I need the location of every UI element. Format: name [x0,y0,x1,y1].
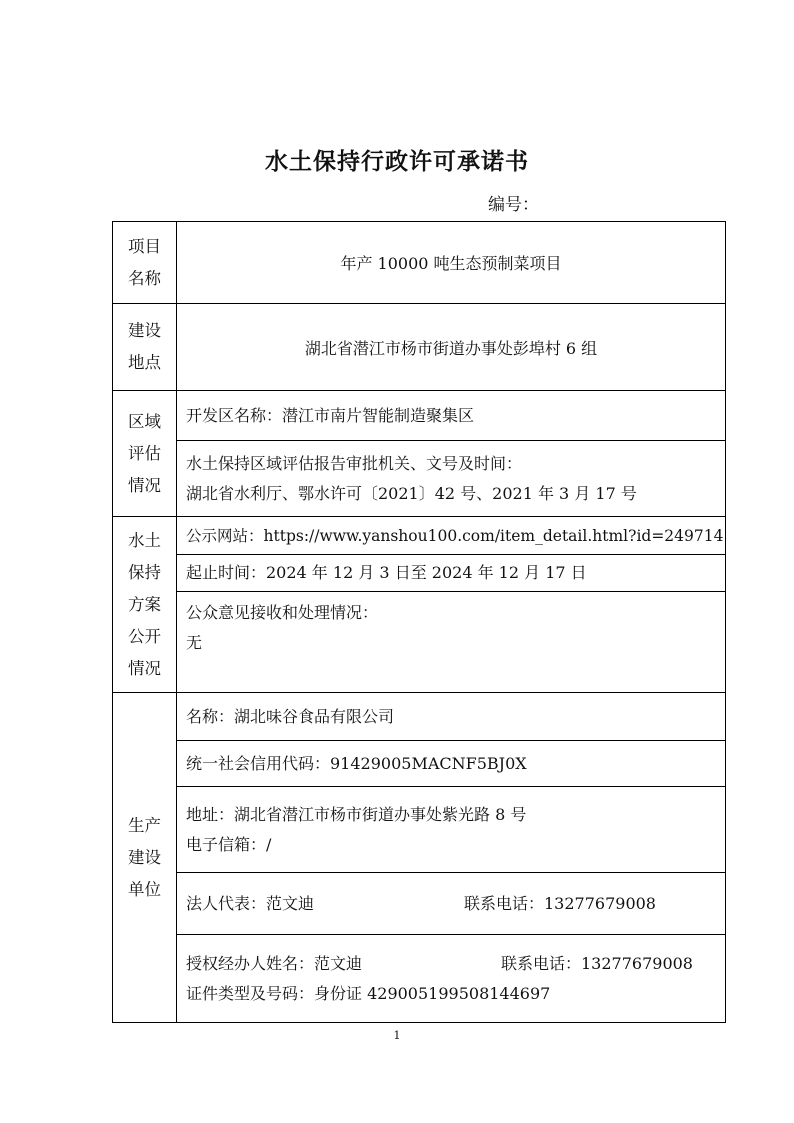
value-agent [177,935,726,1023]
report-line: 湖北省水利厅、鄂水许可〔2021〕42 号、2021 年 3 月 17 号 [186,483,637,503]
page-number: 1 [393,1029,401,1042]
row-credit-code [113,741,726,787]
email-line: 电子信箱：/ [186,834,272,854]
row-unit-name [113,693,726,741]
value-period: 起止时间：2024 年 12 月 3 日至 2024 年 12 月 17 日 [177,555,726,592]
row-location [113,304,726,391]
agent-phone: 联系电话：13277679008 [501,953,693,973]
label-line: 建设 [128,847,161,867]
value-project-name: 年产 10000 吨生态预制菜项目 [177,222,726,304]
value-legal-rep [177,873,726,935]
label-line: 地点 [128,353,161,372]
label-line: 生产 [128,815,161,835]
row-website [113,517,726,555]
row-assessment-report [113,441,726,517]
label-line: 区域 [128,411,161,431]
report-line: 水土保持区域评估报告审批机关、文号及时间： [186,453,523,473]
row-address [113,787,726,873]
feedback-label: 公众意见接收和处理情况： [186,603,379,622]
label-unit [113,693,177,1023]
row-agent [113,935,726,1023]
value-credit-code: 统一社会信用代码：91429005MACNF5BJ0X [177,741,726,787]
label-line: 情况 [128,475,161,495]
label-line: 保持 [128,562,161,582]
label-regional-assessment [113,391,177,517]
agent-id-doc: 证件类型及号码：身份证 429005199508144697 [186,983,551,1003]
row-period [113,555,726,592]
feedback-value: 无 [186,633,203,652]
commitment-form-table [112,221,726,1023]
label-line: 名称 [128,268,161,288]
label-location [113,304,177,391]
label-line: 方案 [128,594,161,614]
label-line: 项目 [128,236,161,256]
row-project-name [113,222,726,304]
label-disclosure [113,517,177,693]
legal-rep-phone: 联系电话：13277679008 [464,893,656,913]
label-line: 单位 [128,879,161,899]
address-line: 地址：湖北省潜江市杨市街道办事处紫光路 8 号 [186,804,527,824]
value-unit-name: 名称：湖北味谷食品有限公司 [177,693,726,741]
label-line: 评估 [128,443,161,463]
value-website: 公示网站：https://www.yanshou100.com/item_detail.html?id=249714 [177,517,726,555]
label-line: 情况 [128,658,161,678]
label-line: 公开 [128,626,161,646]
legal-rep-name: 法人代表：范文迪 [186,893,315,913]
row-feedback [113,592,726,693]
document-number-label: 编号： [488,195,539,215]
row-legal-rep [113,873,726,935]
value-assessment-report [177,441,726,517]
value-feedback [177,592,726,693]
label-line: 建设 [128,321,161,340]
agent-name: 授权经办人姓名：范文迪 [186,953,363,973]
row-zone-name [113,391,726,441]
label-project-name [113,222,177,304]
value-location: 湖北省潜江市杨市街道办事处彭埠村 6 组 [177,304,726,391]
value-zone-name: 开发区名称：潜江市南片智能制造聚集区 [177,391,726,441]
document-title: 水土保持行政许可承诺书 [265,148,529,175]
label-line: 水土 [128,530,161,550]
value-address [177,787,726,873]
